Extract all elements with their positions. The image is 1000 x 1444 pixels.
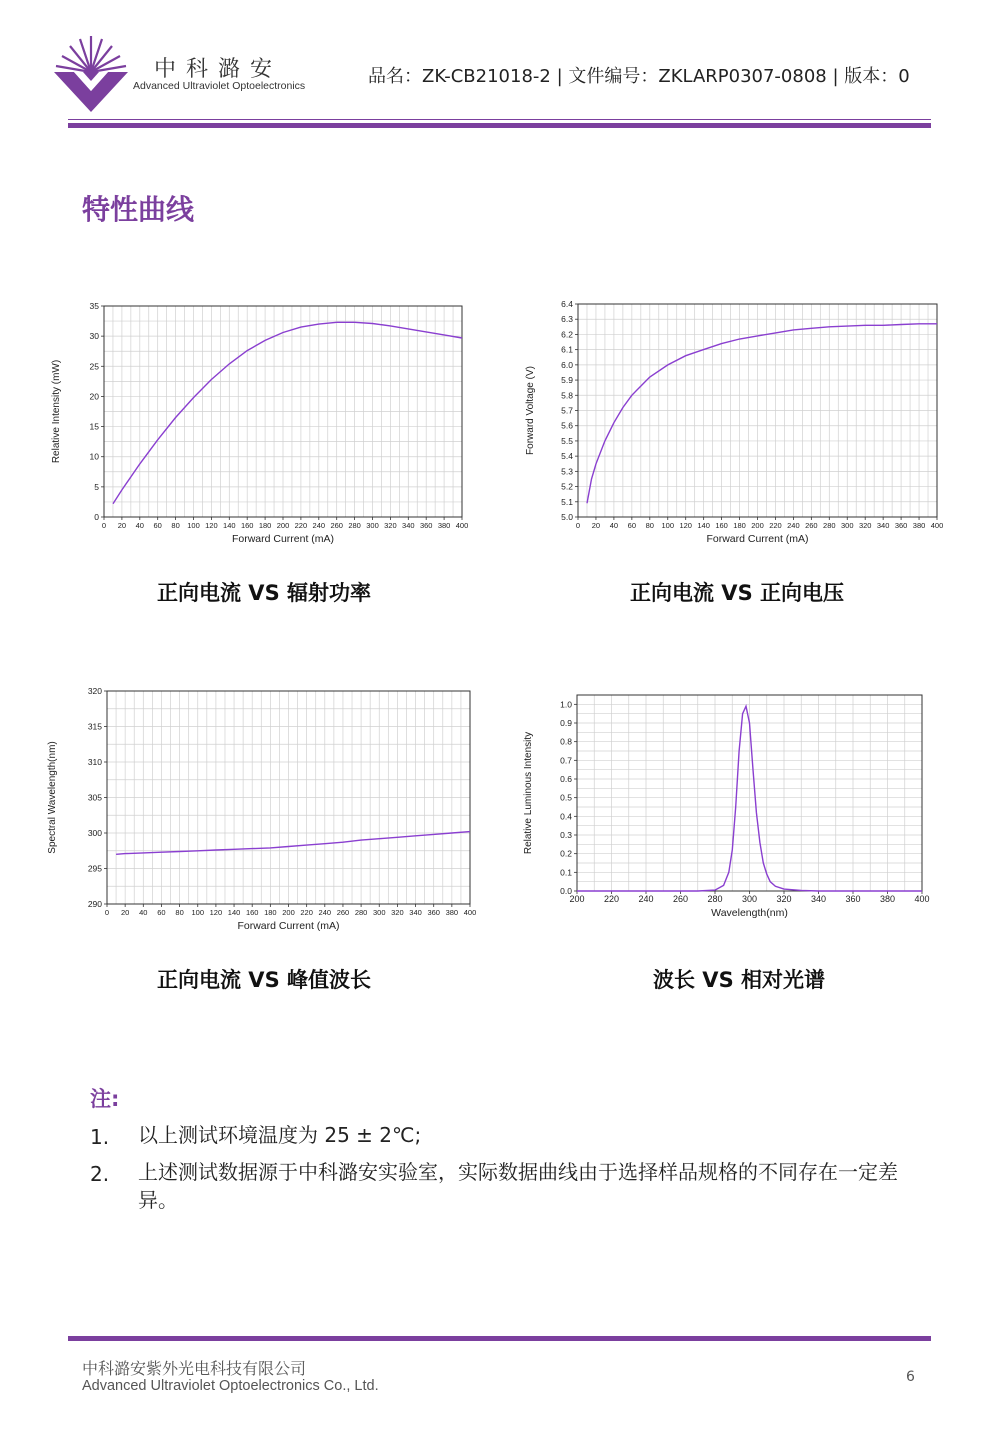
y-tick-label: 0.2 — [560, 848, 572, 859]
y-tick-label: 295 — [87, 863, 102, 874]
chart-current-vs-voltage — [522, 296, 952, 556]
x-tick-label: 380 — [437, 521, 451, 530]
chart-grid — [104, 306, 462, 517]
x-tick-label: 60 — [157, 908, 166, 917]
x-tick-label: 320 — [391, 908, 404, 917]
y-tick-label: 0.9 — [560, 718, 572, 728]
page-number: 6 — [906, 1369, 915, 1385]
y-tick-label: 290 — [87, 899, 102, 909]
section-title: 特性曲线 — [82, 193, 195, 226]
x-tick-label: 40 — [609, 521, 619, 530]
chart-wavelength-vs-spectrum — [520, 683, 940, 943]
y-tick-label: 315 — [87, 721, 102, 732]
y-tick-label: 0.7 — [560, 755, 572, 766]
chart-current-vs-intensity-svg — [48, 296, 478, 556]
x-axis-label: Forward Current (mA) — [237, 920, 340, 932]
x-tick-label: 320 — [384, 521, 397, 530]
y-tick-label: 0.6 — [560, 774, 572, 784]
x-tick-label: 320 — [776, 894, 792, 904]
x-tick-label: 380 — [912, 521, 926, 530]
x-tick-label: 220 — [294, 521, 308, 530]
y-axis-label: Spectral Wavelength(nm) — [47, 741, 58, 854]
x-tick-label: 240 — [318, 908, 332, 917]
x-tick-label: 300 — [372, 908, 386, 917]
x-tick-label: 340 — [409, 908, 422, 917]
header-divider-thin — [68, 119, 931, 120]
x-tick-label: 400 — [455, 521, 469, 530]
x-tick-label: 140 — [697, 521, 710, 530]
x-tick-label: 80 — [171, 521, 180, 530]
chart-current-vs-intensity — [48, 296, 478, 556]
y-tick-label: 30 — [89, 331, 99, 342]
chart-caption-current-vs-voltage: 正向电流 VS 正向电压 — [630, 581, 844, 605]
x-tick-label: 200 — [276, 521, 290, 530]
x-tick-label: 400 — [463, 908, 477, 917]
x-tick-label: 200 — [751, 521, 764, 530]
note-text-1: 以上测试环境温度为 25 ± 2℃; — [138, 1123, 422, 1147]
chart-caption-current-vs-peak-wavelength: 正向电流 VS 峰值波长 — [157, 968, 371, 992]
y-tick-label: 320 — [87, 686, 102, 696]
x-tick-label: 280 — [348, 521, 361, 530]
y-tick-label: 0.3 — [560, 830, 572, 840]
y-tick-label: 5.0 — [561, 512, 573, 522]
chart-caption-current-vs-intensity: 正向电流 VS 辐射功率 — [157, 581, 371, 605]
chart-wavelength-vs-spectrum-svg — [520, 683, 940, 943]
y-tick-label: 10 — [89, 451, 99, 462]
x-tick-label: 400 — [930, 521, 944, 530]
y-tick-label: 0.8 — [560, 736, 572, 747]
x-tick-label: 180 — [733, 521, 746, 530]
x-tick-label: 400 — [914, 894, 930, 904]
x-tick-label: 340 — [402, 521, 415, 530]
x-tick-label: 0 — [101, 521, 107, 530]
x-tick-label: 140 — [223, 521, 236, 530]
diamond-sunburst-logo-icon — [50, 34, 132, 114]
x-tick-label: 360 — [894, 521, 908, 530]
x-tick-label: 120 — [679, 521, 692, 530]
x-tick-label: 260 — [805, 521, 818, 530]
chart-current-vs-peak-wavelength — [44, 683, 484, 943]
x-tick-label: 380 — [879, 894, 896, 904]
y-tick-label: 35 — [89, 301, 99, 311]
x-tick-label: 100 — [187, 521, 200, 530]
y-tick-label: 5.9 — [561, 375, 573, 386]
chart-current-vs-voltage-svg — [522, 296, 952, 556]
x-tick-label: 20 — [120, 908, 130, 917]
x-tick-label: 340 — [876, 521, 890, 530]
company-name-en: Advanced Ultraviolet Optoelectronics — [133, 80, 306, 92]
y-tick-label: 6.2 — [561, 329, 573, 340]
x-tick-label: 360 — [419, 521, 433, 530]
x-tick-label: 240 — [787, 521, 800, 530]
x-tick-label: 120 — [209, 908, 223, 917]
x-tick-label: 80 — [645, 521, 654, 530]
y-tick-label: 6.3 — [561, 314, 573, 325]
x-tick-label: 160 — [245, 908, 259, 917]
y-tick-label: 5.7 — [561, 405, 573, 416]
notes-title: 注: — [90, 1087, 120, 1111]
x-tick-label: 260 — [330, 521, 343, 530]
footer-company-cn: 中科潞安紫外光电科技有限公司 — [82, 1359, 307, 1378]
x-tick-label: 100 — [661, 521, 675, 530]
x-tick-label: 180 — [258, 521, 272, 530]
x-tick-label: 220 — [769, 521, 782, 530]
note-number-1: 1. — [90, 1125, 110, 1149]
x-tick-label: 320 — [858, 521, 872, 530]
x-tick-label: 40 — [139, 908, 148, 917]
note-number-2: 2. — [90, 1162, 110, 1186]
x-tick-label: 80 — [175, 908, 184, 917]
x-tick-label: 220 — [300, 908, 313, 917]
y-tick-label: 300 — [87, 828, 102, 838]
x-tick-label: 360 — [427, 908, 440, 917]
y-tick-label: 0.4 — [560, 811, 572, 822]
y-axis-label: Relative Intensity (mW) — [51, 359, 62, 464]
y-tick-label: 0.5 — [560, 792, 572, 803]
x-tick-label: 220 — [603, 894, 620, 904]
y-tick-label: 20 — [89, 391, 99, 402]
x-tick-label: 280 — [354, 908, 368, 917]
x-tick-label: 200 — [282, 908, 295, 917]
x-tick-label: 260 — [672, 894, 689, 904]
x-axis-label: Forward Current (mA) — [231, 533, 335, 545]
x-tick-label: 60 — [627, 521, 637, 530]
x-axis-label: Wavelength(nm) — [711, 907, 788, 919]
y-tick-label: 0 — [94, 512, 99, 522]
y-tick-label: 310 — [87, 757, 102, 767]
x-tick-label: 300 — [741, 894, 758, 904]
x-tick-label: 40 — [135, 521, 144, 530]
x-tick-label: 360 — [845, 894, 861, 904]
footer-company-en: Advanced Ultraviolet Optoelectronics Co., Ltd. — [82, 1378, 379, 1394]
x-tick-label: 160 — [715, 521, 728, 530]
x-tick-label: 180 — [264, 908, 277, 917]
note-text-2: 上述测试数据源于中科潞安实验室，实际数据曲线由于选择样品规格的不同存在一定差异。 — [138, 1160, 898, 1212]
chart-current-vs-peak-wavelength-svg — [44, 683, 484, 943]
x-tick-label: 140 — [227, 908, 241, 917]
y-tick-label: 0.0 — [560, 886, 572, 896]
x-tick-label: 120 — [205, 521, 218, 530]
x-tick-label: 300 — [840, 521, 854, 530]
x-tick-label: 240 — [638, 894, 654, 904]
y-axis-label: Relative Luminous Intensity — [523, 731, 534, 855]
y-tick-label: 5.1 — [561, 496, 573, 507]
x-tick-label: 300 — [366, 521, 379, 530]
x-tick-label: 0 — [104, 908, 110, 917]
header-divider-thick — [68, 123, 931, 128]
x-tick-label: 20 — [591, 521, 601, 530]
chart-caption-wavelength-vs-spectrum: 波长 VS 相对光谱 — [653, 968, 825, 992]
company-name-cn: 中科潞安 — [154, 57, 283, 82]
x-tick-label: 60 — [153, 521, 162, 530]
x-tick-label: 340 — [810, 894, 827, 904]
y-tick-label: 5.8 — [561, 390, 573, 401]
y-tick-label: 25 — [89, 361, 99, 372]
y-tick-label: 0.1 — [560, 867, 572, 878]
y-tick-label: 6.0 — [561, 359, 573, 370]
x-tick-label: 280 — [707, 894, 723, 904]
y-tick-label: 5.5 — [561, 435, 573, 446]
x-tick-label: 260 — [336, 908, 350, 917]
y-tick-label: 5.6 — [561, 420, 573, 431]
chart-grid — [107, 691, 470, 904]
x-tick-label: 160 — [240, 521, 254, 530]
series-line — [113, 322, 462, 503]
y-tick-label: 6.4 — [561, 299, 573, 309]
document-info: 品名：ZK-CB21018-2 | 文件编号：ZKLARP0307-0808 | 版本：0 — [368, 66, 910, 87]
y-axis-label: Forward Voltage (V) — [525, 366, 536, 455]
series-line — [587, 324, 937, 504]
x-tick-label: 380 — [445, 908, 459, 917]
x-tick-label: 100 — [191, 908, 205, 917]
x-tick-label: 200 — [569, 894, 585, 904]
x-tick-label: 240 — [312, 521, 326, 530]
y-tick-label: 305 — [87, 792, 102, 803]
x-tick-label: 280 — [823, 521, 836, 530]
x-tick-label: 20 — [117, 521, 127, 530]
footer-divider — [68, 1336, 931, 1341]
y-tick-label: 15 — [89, 421, 99, 432]
x-tick-label: 0 — [575, 521, 581, 530]
x-axis-label: Forward Current (mA) — [706, 533, 809, 545]
y-tick-label: 5.4 — [561, 451, 573, 462]
y-tick-label: 5.2 — [561, 481, 573, 492]
y-tick-label: 1.0 — [560, 699, 572, 710]
y-tick-label: 6.1 — [561, 344, 573, 355]
y-tick-label: 5 — [94, 481, 99, 492]
y-tick-label: 5.3 — [561, 466, 573, 477]
